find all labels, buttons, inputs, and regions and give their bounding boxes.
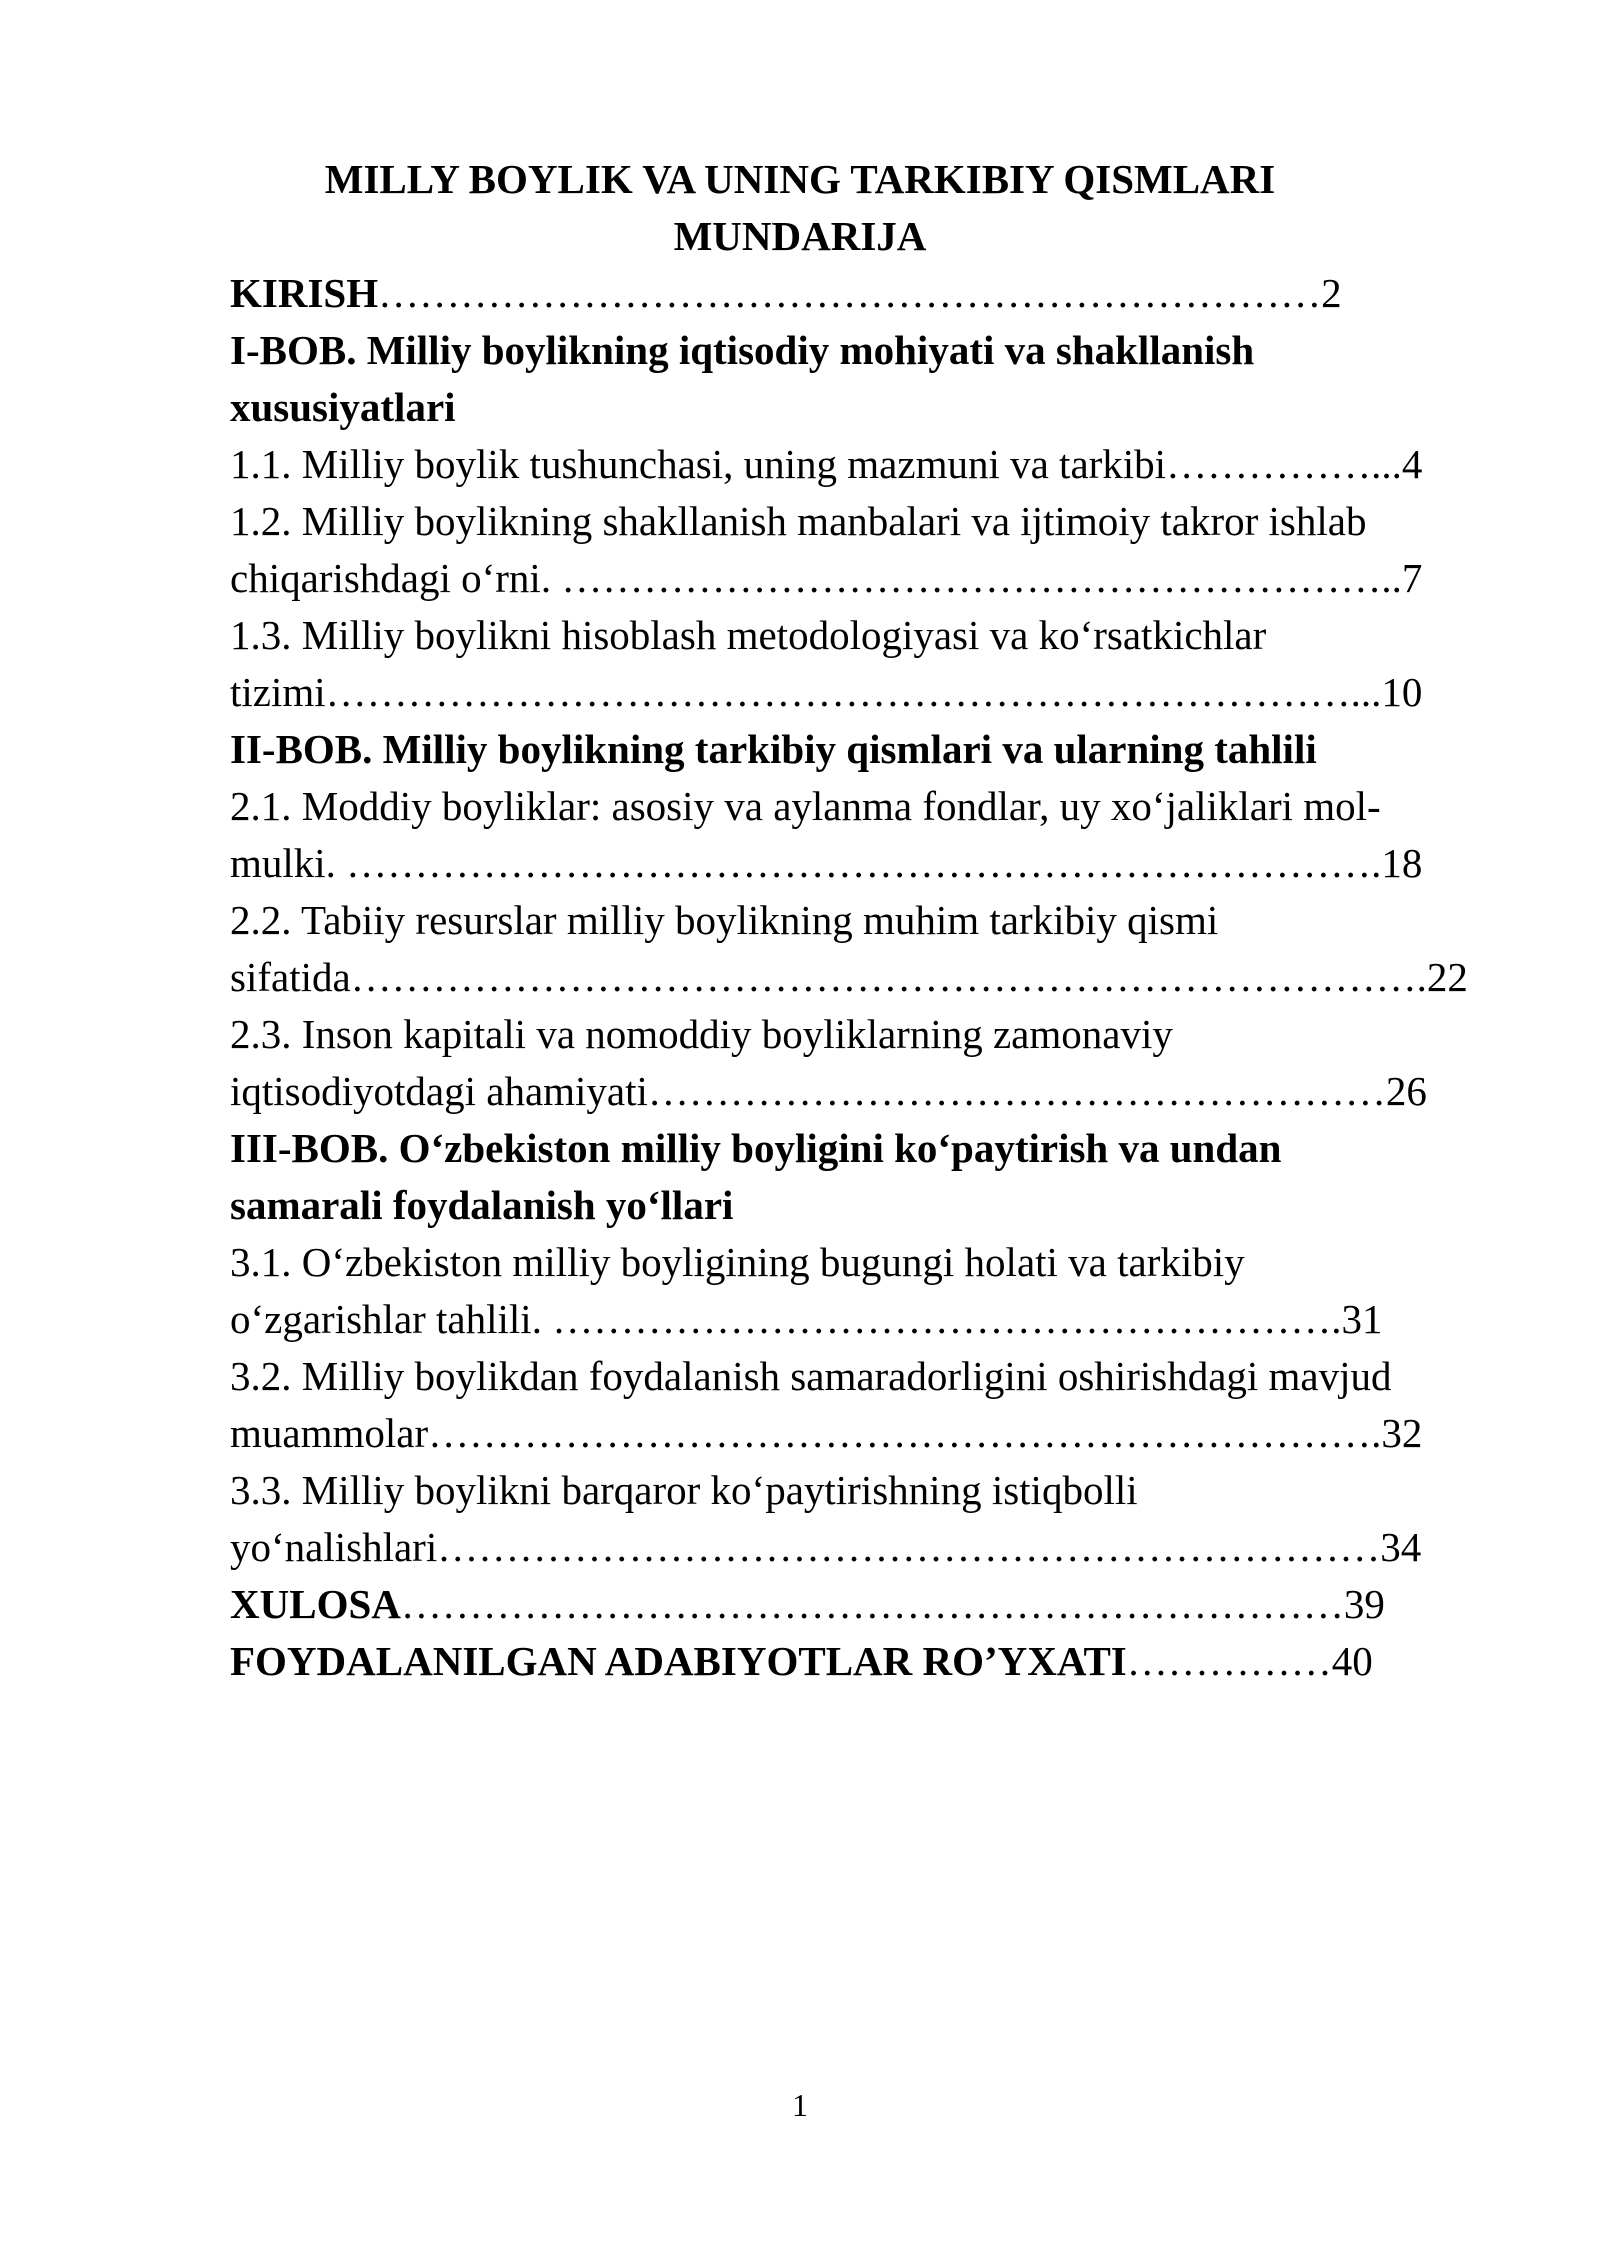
toc-line: I-BOB. Milliy boylikning iqtisodiy mohiyati va shakllanish xyxy=(230,327,1255,373)
toc-line: 2.3. Inson kapitali va nomoddiy boyliklarning zamonaviy xyxy=(230,1011,1173,1057)
toc-line: sifatida…………………………………………………………………….22 xyxy=(230,954,1468,1000)
toc-line xyxy=(230,1576,1490,1633)
toc-leader: ……………………………………………………………39 xyxy=(400,1581,1385,1627)
page-number: 1 xyxy=(792,2087,808,2123)
toc-line: 2.1. Moddiy boyliklar: asosiy va aylanma fondlar, uy xoʻjaliklari mol- xyxy=(230,783,1381,829)
toc-line: 1.3. Milliy boylikni hisoblash metodologiyasi va koʻrsatkichlar xyxy=(230,612,1267,658)
toc-entry-text: FOYDALANILGAN ADABIYOTLAR ROʼYXATI xyxy=(230,1638,1127,1684)
toc-line: mulki. ………………………………………………………………….18 xyxy=(230,840,1423,886)
toc-line: 3.3. Milliy boylikni barqaror koʻpaytirishning istiqbolli xyxy=(230,1467,1138,1513)
toc-entry-text: KIRISH xyxy=(230,270,379,316)
table-of-contents xyxy=(230,265,1490,1690)
toc-line: iqtisodiyotdagi ahamiyati………………………………………………26 xyxy=(230,1068,1427,1114)
toc-line: oʻzgarishlar tahlili. ………………………………………………….31 xyxy=(230,1296,1383,1342)
toc-line: 1.2. Milliy boylikning shakllanish manbalari va ijtimoiy takror ishlab xyxy=(230,498,1367,544)
toc-line: 3.1. Oʻzbekiston milliy boyligining bugungi holati va tarkibiy xyxy=(230,1239,1245,1285)
toc-line: III-BOB. Oʻzbekiston milliy boyligini koʻpaytirish va undan xyxy=(230,1125,1282,1171)
toc-line: 2.2. Tabiiy resurslar milliy boylikning muhim tarkibiy qismi xyxy=(230,897,1219,943)
toc-line: II-BOB. Milliy boylikning tarkibiy qismlari va ularning tahlili xyxy=(230,726,1317,772)
toc-line: yoʻnalishlari……………………………………………………………34 xyxy=(230,1524,1422,1570)
toc-leader: ……………………………………………………………2 xyxy=(378,270,1342,316)
toc-line: 3.2. Milliy boylikdan foydalanish samaradorligini oshirishdagi mavjud xyxy=(230,1353,1392,1399)
toc-line: muammolar…………………………………………………………….32 xyxy=(230,1410,1423,1456)
toc-line: xususiyatlari xyxy=(230,384,456,430)
toc-heading: MUNDARIJA xyxy=(673,213,927,259)
document-title: MILLY BOYLIK VA UNING TARKIBIY QISMLARI xyxy=(324,156,1276,202)
toc-leader: ……………40 xyxy=(1126,1638,1373,1684)
toc-line xyxy=(230,1633,1490,1690)
toc-line: samarali foydalanish yoʻllari xyxy=(230,1182,734,1228)
toc-line xyxy=(230,265,1490,322)
toc-line: tizimi…………………………………………………………………...10 xyxy=(230,669,1423,715)
toc-entry-text: XULOSA xyxy=(230,1581,401,1627)
toc-line: chiqarishdagi oʻrni. ……………………………………………………..7 xyxy=(230,555,1423,601)
toc-line: 1.1. Milliy boylik tushunchasi, uning mazmuni va tarkibi……………...4 xyxy=(230,441,1423,487)
